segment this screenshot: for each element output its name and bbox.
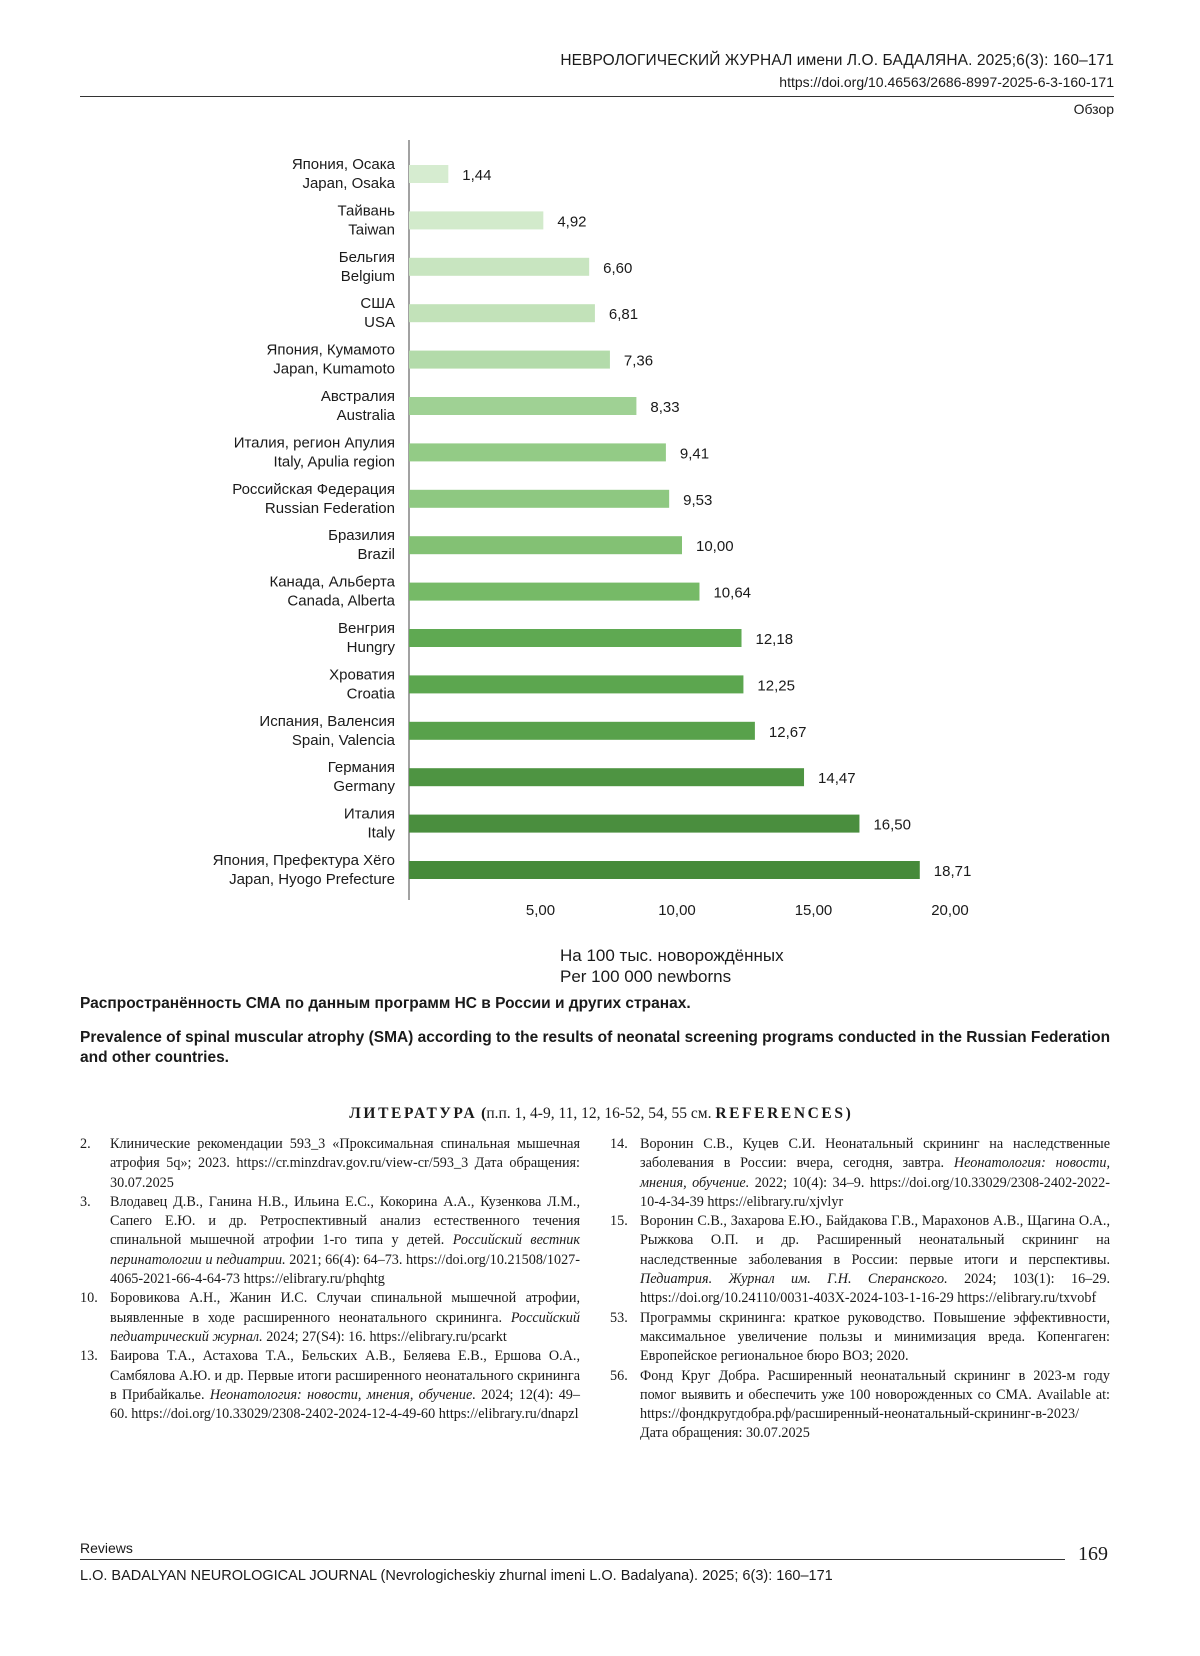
- data-label: 12,18: [755, 631, 794, 648]
- section-label: Обзор: [1073, 101, 1114, 117]
- page-number: 169: [1078, 1543, 1108, 1565]
- category-label-en: Italy: [367, 824, 395, 842]
- reference-item: [610, 1135, 1110, 1212]
- bar: [409, 211, 543, 229]
- references-left-column: [80, 1135, 580, 1424]
- category-label-en: Japan, Kumamoto: [273, 360, 395, 378]
- category-label-en: Japan, Hyogo Prefecture: [229, 871, 395, 888]
- category-label-ru: Австралия: [320, 388, 395, 405]
- x-axis-title-en: Per 100 000 newborns: [560, 967, 732, 986]
- category-label-ru: Венгрия: [338, 620, 395, 637]
- bar: [409, 861, 920, 879]
- category-label-en: Australia: [336, 407, 395, 424]
- category-label-en: Belgium: [340, 267, 395, 285]
- x-axis-title-ru: На 100 тыс. новорождённых: [560, 946, 784, 965]
- running-header-doi[interactable]: https://doi.org/10.46563/2686-8997-2025-6-3-160-171: [779, 74, 1114, 90]
- reference-number: 3.: [80, 1193, 91, 1210]
- category-label-ru: Япония, Осака: [291, 156, 395, 173]
- data-label: 18,71: [933, 863, 972, 880]
- reference-text: Программы скрининга: краткое руководство. Повышение эффективности, максимальное увеличение пользы и минимизация вреда. Копенгаген: Европейское региональное бюро ВОЗ; 2020.: [640, 1309, 1110, 1365]
- references-heading: ЛИТЕРАТУРА (п.п. 1, 4-9, 11, 12, 16-52, 54, 55 см. REFERENCES): [349, 1105, 851, 1122]
- data-label: 16,50: [873, 816, 911, 834]
- category-label-en: Spain, Valencia: [291, 731, 395, 749]
- reference-number: 56.: [610, 1367, 628, 1384]
- reference-text: Клинические рекомендации 593_3 «Проксимальная спинальная мышечная атрофия 5q»; 2023. https://cr.minzdrav.gov.ru/view-cr/593_3 Дата обращения: 30.07.2025: [110, 1136, 580, 1191]
- category-label-ru: Япония, Кумамото: [266, 341, 395, 359]
- references-title-en: REFERENCES: [715, 1105, 846, 1122]
- reference-text: Воронин С.В., Захарова Е.Ю., Байдакова Г.В., Марахонов А.В., Щагина О.А., Рыжкова О.П. и др. Расширенный неонатальный скрининг на наследственные заболевания в России: первые итоги и перспективы. Педиатрия. Журнал им. Г.Н. Сперанского. 2024; 103(1): 16–29. https://doi.org/10.24110/0031-403X-2024-103-1-16-29 https://elibrary.ru/txvobf: [640, 1213, 1110, 1307]
- category-label-en: Germany: [333, 778, 395, 796]
- data-label: 8,33: [650, 399, 680, 416]
- data-label: 10,64: [713, 584, 752, 602]
- x-tick-label: 15,00: [794, 902, 833, 919]
- bar: [409, 165, 448, 183]
- bar: [409, 443, 666, 461]
- x-tick-label: 5,00: [525, 902, 556, 919]
- bar: [409, 629, 742, 647]
- category-label-en: Brazil: [357, 546, 395, 564]
- category-label-en: Hungry: [346, 639, 395, 656]
- category-label-ru: США: [360, 295, 395, 313]
- reference-number: 2.: [80, 1136, 91, 1152]
- category-label-ru: Канада, Альберта: [269, 573, 395, 591]
- x-tick-label: 20,00: [931, 902, 969, 919]
- figure-caption-en: Prevalence of spinal muscular atrophy (SMA) according to the results of neonatal screening programs conducted in the Russian Federation and other countries.: [80, 1029, 1111, 1066]
- references-title-ru: ЛИТЕРАТУРА: [349, 1105, 478, 1122]
- bar: [409, 722, 755, 740]
- reference-text: Боровикова А.Н., Жанин И.С. Случаи спинальной мышечной атрофии, выявленные в ходе расширенного неонатального скрининга. Российский педиатрический журнал. 2024; 27(S4): 16. https://elibrary.ru/pcarkt: [110, 1290, 580, 1345]
- data-label: 9,53: [683, 491, 713, 509]
- data-label: 1,44: [462, 167, 492, 184]
- category-label-ru: Тайвань: [337, 202, 395, 220]
- figure-caption-ru: Распространённость СМА по данным программ НС в России и других странах.: [80, 995, 691, 1012]
- data-label: 4,92: [557, 213, 587, 231]
- category-label-en: Croatia: [346, 685, 395, 703]
- footer-journal: L.O. BADALYAN NEUROLOGICAL JOURNAL (Nevrologicheskiy zhurnal imeni L.O. Badalyana). 2025; 6(3): 160–171: [80, 1568, 833, 1584]
- reference-text: Фонд Круг Добра. Расширенный неонатальный скрининг в 2023-м году помог выявить и обеспечить уже 100 новорожденных со СМА. Available at: https://фондкругдобра.рф/расширенный-неонатальный-скрининг-в-2023/ Дата обращения: 30.07.2025: [640, 1367, 1110, 1442]
- category-label-en: Canada, Alberta: [287, 592, 395, 610]
- data-label: 12,67: [768, 723, 807, 741]
- data-label: 10,00: [696, 538, 734, 556]
- category-label-ru: Испания, Валенсия: [259, 712, 395, 730]
- category-label-en: Taiwan: [348, 221, 395, 239]
- data-label: 7,36: [623, 352, 654, 370]
- bar: [409, 815, 859, 833]
- reference-text: Баирова Т.А., Астахова Т.А., Бельских А.В., Беляева Е.В., Ершова О.А., Самбялова А.Ю. и др. Первые итоги расширенного неонатального скрининга в Прибайкалье. Неонатология: новости, мнения, обучение. 2024; 12(4): 49–60. https://doi.org/10.33029/2308-2402-2024-12-4-49-60 https://elibrary.ru/dnapzl: [110, 1348, 580, 1423]
- reference-item: [610, 1309, 1110, 1367]
- bar: [409, 583, 699, 601]
- reference-number: 53.: [610, 1309, 628, 1326]
- data-label: 9,41: [679, 445, 710, 463]
- reference-item: [610, 1212, 1110, 1308]
- bar: [409, 490, 669, 508]
- data-label: 12,25: [757, 677, 795, 695]
- reference-item: [80, 1193, 580, 1289]
- bar: [409, 351, 610, 369]
- bar: [409, 397, 636, 415]
- category-label-ru: Япония, Префектура Хёго: [212, 852, 395, 869]
- x-tick-label: 10,00: [658, 902, 696, 919]
- category-label-en: Russian Federation: [264, 499, 395, 517]
- reference-number: 15.: [610, 1213, 628, 1230]
- reference-item: [80, 1347, 580, 1424]
- category-label-ru: Германия: [327, 759, 395, 777]
- bar: [409, 304, 595, 322]
- x-axis-title: [560, 945, 784, 987]
- category-label-ru: Италия, регион Апулия: [233, 434, 395, 452]
- category-label-en: Italy, Apulia region: [273, 453, 395, 471]
- category-label-ru: Хроватия: [329, 666, 395, 684]
- bar: [409, 768, 804, 786]
- reference-text: Воронин С.В., Куцев С.И. Неонатальный скрининг на наследственные заболевания в России: вчера, сегодня, завтра. Неонатология: новости, мнения, обучение. 2022; 10(4): 34–9. https://doi.org/10.33029/2308-2402-2022-10-4-34-39 https://elibrary.ru/xjvlyr: [640, 1136, 1111, 1210]
- running-header-journal: НЕВРОЛОГИЧЕСКИЙ ЖУРНАЛ имени Л.О. БАДАЛЯНА. 2025;6(3): 160–171: [560, 52, 1114, 69]
- footer-divider: [80, 1559, 1065, 1560]
- reference-item: [610, 1367, 1110, 1444]
- reference-item: [80, 1135, 580, 1193]
- data-label: 14,47: [818, 770, 856, 788]
- reference-number: 14.: [610, 1136, 628, 1152]
- bar: [409, 258, 589, 276]
- bar: [409, 675, 743, 693]
- references-right-column: [610, 1135, 1110, 1444]
- reference-item: [80, 1289, 580, 1347]
- reference-number: 13.: [80, 1348, 98, 1365]
- category-label-ru: Бельгия: [338, 248, 395, 266]
- category-label-en: Japan, Osaka: [302, 175, 395, 192]
- data-label: 6,60: [603, 259, 633, 277]
- category-label-en: USA: [364, 314, 395, 332]
- reference-text: Влодавец Д.В., Ганина Н.В., Ильина Е.С., Кокорина А.А., Кузенкова Л.М., Сапего Е.Ю. и др. Ретроспективный анализ естественного течения спинальной мышечной атрофии 1-го типа у детей. Российский вестник перинатологии и педиатрии. 2021; 66(4): 64–73. https://doi.org/10.21508/1027-4065-2021-66-4-64-73 https://elibrary.ru/phqhtg: [110, 1193, 580, 1288]
- data-label: 6,81: [608, 306, 639, 324]
- category-label-ru: Бразилия: [328, 527, 395, 545]
- bar: [409, 536, 682, 554]
- references-note: п.п. 1, 4-9, 11, 12, 16-52, 54, 55 см.: [486, 1105, 712, 1122]
- category-label-ru: Италия: [343, 805, 395, 823]
- footer-section: Reviews: [80, 1540, 133, 1556]
- category-label-ru: Российская Федерация: [232, 480, 395, 498]
- reference-number: 10.: [80, 1290, 98, 1307]
